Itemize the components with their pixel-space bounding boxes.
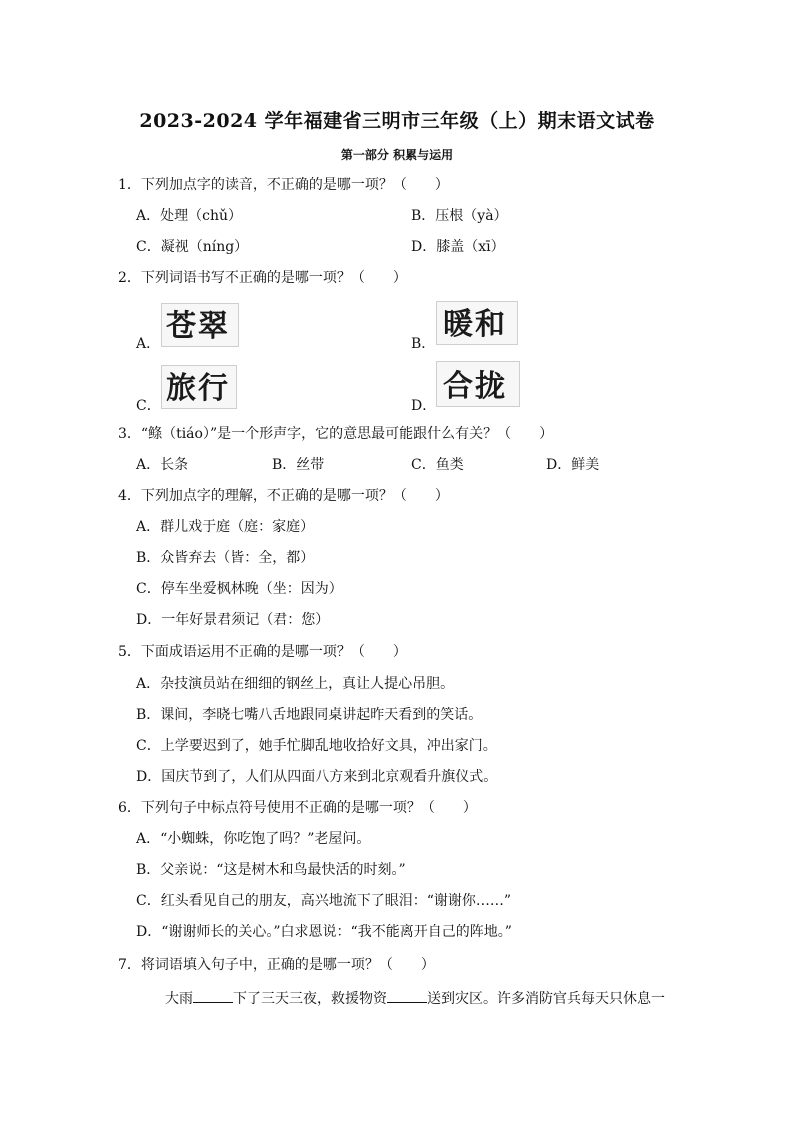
q2-option-b: B． xyxy=(411,336,436,352)
q4-option-a: A．群儿戏于庭（庭：家庭） xyxy=(136,519,315,535)
q6-option-c: C．红头看见自己的朋友，高兴地流下了眼泪：“谢谢你……” xyxy=(136,893,512,909)
q1-option-a: A．处理（chǔ） xyxy=(136,208,242,224)
svg-text:苍翠: 苍翠 xyxy=(166,309,230,344)
q2-option-a-handwriting-image xyxy=(161,303,239,347)
q1-option-d: D．膝盖（xī） xyxy=(411,239,505,255)
q3-option-c: C．鱼类 xyxy=(411,457,464,473)
question-2-stem: 2．下列词语书写不正确的是哪一项？（ ） xyxy=(118,270,407,286)
q1-option-c: C．凝视（níng） xyxy=(136,239,249,255)
q3-option-b: B．丝带 xyxy=(272,457,325,473)
q7-blank-2 xyxy=(387,988,427,1003)
section-heading: 第一部分 积累与运用 xyxy=(340,148,454,162)
svg-text:旅行: 旅行 xyxy=(166,371,230,406)
q2-option-d: D． xyxy=(411,398,437,414)
q5-option-a: A．杂技演员站在细细的钢丝上，真让人提心吊胆。 xyxy=(136,676,455,692)
q2-option-d-handwriting-image xyxy=(436,361,520,407)
svg-text:暖和: 暖和 xyxy=(443,307,507,342)
q5-option-d: D．国庆节到了，人们从四面八方来到北京观看升旗仪式。 xyxy=(136,769,498,785)
q7-passage-part-1: 大雨 xyxy=(165,991,193,1007)
q5-option-b: B．课间，李晓七嘴八舌地跟同桌讲起昨天看到的笑话。 xyxy=(136,707,483,723)
question-5-stem: 5．下面成语运用不正确的是哪一项？（ ） xyxy=(118,644,407,660)
q6-option-b: B．父亲说：“这是树木和鸟最快活的时刻。” xyxy=(136,862,406,878)
q2-option-c-handwriting-image xyxy=(161,365,237,409)
question-3-stem: 3．“鲦（tiáo）”是一个形声字，它的意思最可能跟什么有关？（ ） xyxy=(118,426,554,442)
page-title: 2023-2024 学年福建省三明市三年级（上）期末语文试卷 xyxy=(139,110,655,132)
q4-option-b: B．众皆弃去（皆：全，都） xyxy=(136,550,315,566)
q7-blank-1 xyxy=(193,988,233,1003)
question-6-stem: 6．下列句子中标点符号使用不正确的是哪一项？（ ） xyxy=(118,800,477,816)
q3-option-a: A．长条 xyxy=(136,457,189,473)
q2-option-b-handwriting-image xyxy=(436,301,518,345)
q7-passage-part-3: 送到灾区。许多消防官兵每天只休息一 xyxy=(427,991,665,1007)
q6-option-a: A．“小蜘蛛，你吃饱了吗？”老屋问。 xyxy=(136,831,371,847)
question-1-stem: 1．下列加点字的读音，不正确的是哪一项？（ ） xyxy=(118,177,449,193)
q2-option-a: A． xyxy=(136,336,161,352)
q1-option-b: B．压根（yà） xyxy=(411,208,508,224)
q3-option-d: D．鲜美 xyxy=(546,457,600,473)
question-4-stem: 4．下列加点字的理解，不正确的是哪一项？（ ） xyxy=(118,488,449,504)
question-7-stem: 7．将词语填入句子中，正确的是哪一项？（ ） xyxy=(118,957,435,973)
q7-passage-part-2: 下了三天三夜，救援物资 xyxy=(233,991,387,1007)
q4-option-c: C．停车坐爱枫林晚（坐：因为） xyxy=(136,581,343,597)
q4-option-d: D．一年好景君须记（君：您） xyxy=(136,612,330,628)
q5-option-c: C．上学要迟到了，她手忙脚乱地收拾好文具，冲出家门。 xyxy=(136,738,497,754)
q7-passage xyxy=(165,988,665,1008)
q6-option-d: D．“谢谢师长的关心。”白求恩说：“我不能离开自己的阵地。” xyxy=(136,924,512,940)
svg-text:合拢: 合拢 xyxy=(443,369,507,404)
q2-option-c: C． xyxy=(136,398,161,414)
